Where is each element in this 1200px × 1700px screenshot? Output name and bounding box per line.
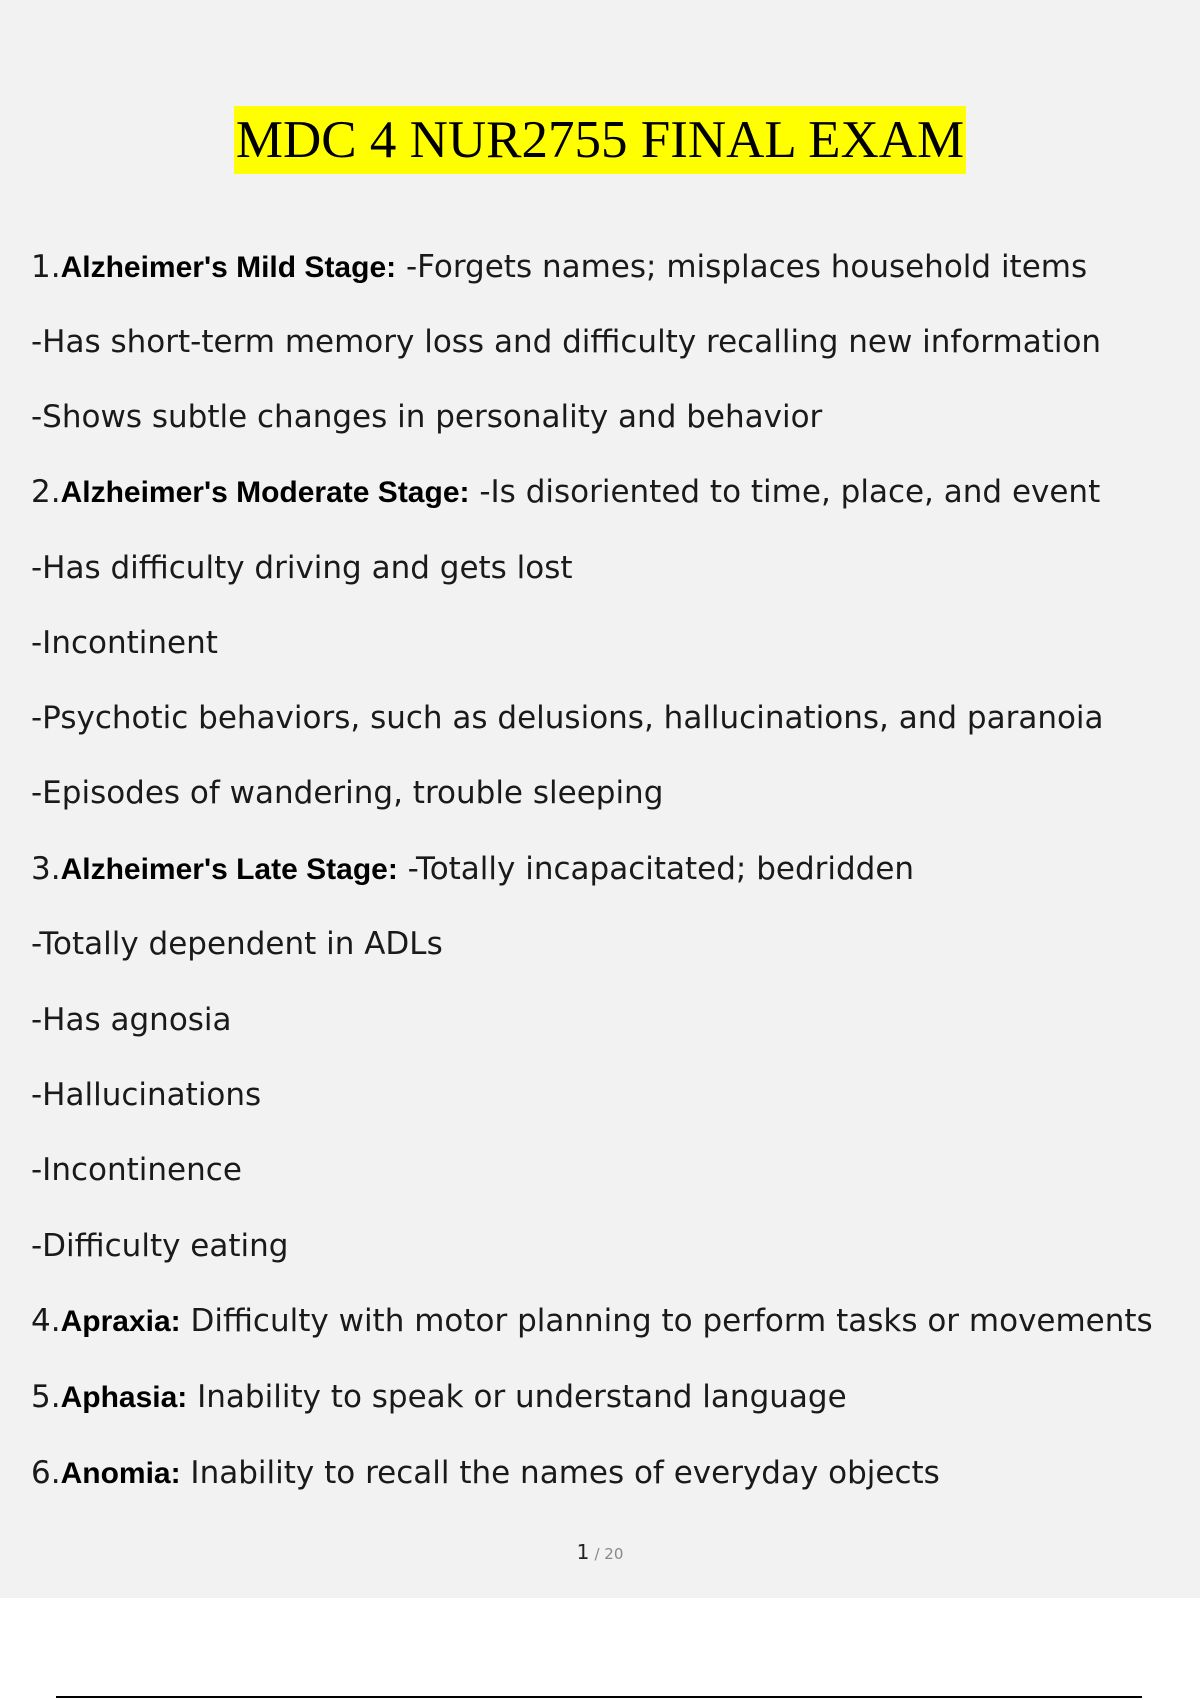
term-label: Alzheimer's Mild Stage:	[60, 251, 397, 284]
list-item	[31, 773, 663, 813]
page-indicator	[0, 1540, 1200, 1564]
item-number: 3.	[31, 851, 61, 887]
list-item	[31, 322, 1101, 362]
item-number: 6.	[31, 1455, 61, 1491]
definition-text: Inability to speak or understand language	[187, 1379, 847, 1415]
definition-text: -Hallucinations	[31, 1077, 262, 1113]
term-label: Aphasia:	[60, 1381, 188, 1414]
document-title: MDC 4 NUR2755 FINAL EXAM	[234, 106, 966, 174]
current-page-number: 1	[576, 1540, 590, 1564]
list-item	[31, 698, 1104, 738]
item-number: 5.	[31, 1379, 61, 1415]
list-item	[31, 623, 218, 663]
total-pages: / 20	[594, 1545, 624, 1563]
term-label: Alzheimer's Moderate Stage:	[60, 476, 470, 509]
list-item	[31, 397, 822, 437]
definition-text: -Forgets names; misplaces household items	[396, 249, 1088, 285]
item-number: 4.	[31, 1303, 61, 1339]
definition-text: -Shows subtle changes in personality and behavior	[31, 399, 823, 435]
list-item	[31, 1377, 847, 1418]
definition-text: -Has difficulty driving and gets lost	[31, 550, 573, 586]
header-rule	[56, 1696, 1142, 1698]
definition-text: -Difficulty eating	[31, 1228, 289, 1264]
definition-text: -Totally dependent in ADLs	[31, 926, 443, 962]
list-item	[31, 1150, 242, 1190]
item-number: 1.	[31, 249, 61, 285]
list-item	[31, 1000, 232, 1040]
list-item	[31, 1453, 940, 1494]
definition-text: -Has short-term memory loss and difficulty recalling new information	[31, 324, 1102, 360]
term-label: Anomia:	[60, 1457, 181, 1490]
list-item	[31, 849, 914, 890]
definition-text: -Is disoriented to time, place, and event	[469, 474, 1101, 510]
definition-text: -Psychotic behaviors, such as delusions, hallucinations, and paranoia	[31, 700, 1104, 736]
term-label: Alzheimer's Late Stage:	[60, 853, 398, 886]
definition-text: -Totally incapacitated; bedridden	[397, 851, 915, 887]
definition-text: Inability to recall the names of everyday objects	[180, 1455, 940, 1491]
list-item	[31, 1301, 1153, 1342]
list-item	[31, 1075, 261, 1115]
term-label: Apraxia:	[60, 1305, 181, 1338]
item-number: 2.	[31, 474, 61, 510]
next-page-preview	[0, 1598, 1200, 1700]
list-item	[31, 548, 573, 588]
title-container	[0, 106, 1200, 174]
list-item	[31, 247, 1087, 288]
list-item	[31, 472, 1100, 513]
list-item	[31, 1226, 288, 1266]
definition-text: -Incontinence	[31, 1152, 242, 1188]
definition-text: -Incontinent	[31, 625, 218, 661]
definition-text: -Has agnosia	[31, 1002, 232, 1038]
definition-text: -Episodes of wandering, trouble sleeping	[31, 775, 664, 811]
list-item	[31, 924, 443, 964]
definition-text: Difficulty with motor planning to perform tasks or movements	[180, 1303, 1153, 1339]
